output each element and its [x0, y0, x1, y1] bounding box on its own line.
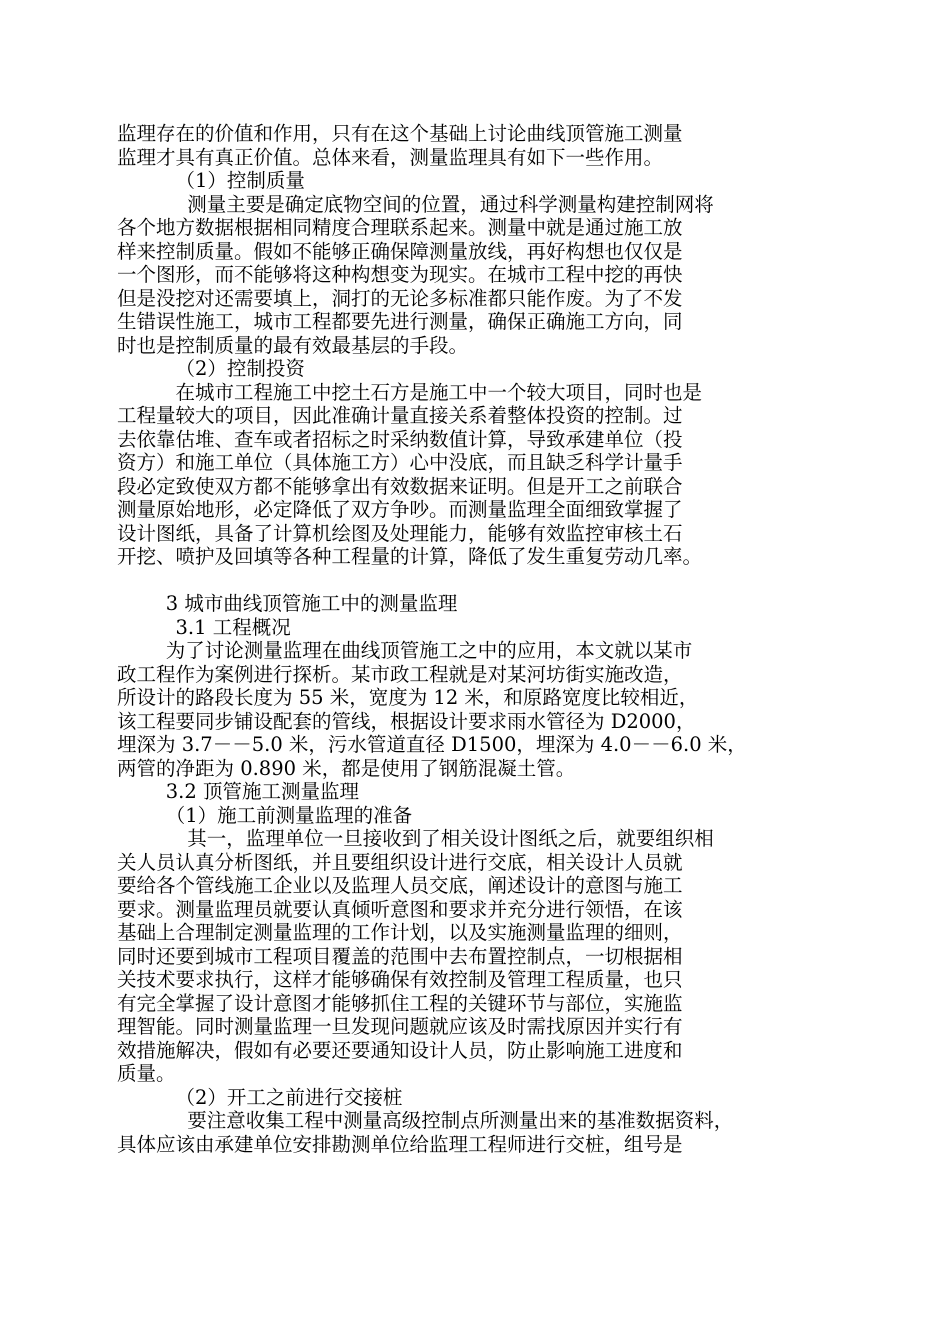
text-line: 样来控制质量。假如不能够正确保障测量放线，再好构想也仅仅是	[117, 239, 683, 263]
text-line: 埋深为 3.7－－5.0 米，污水管道直径 D1500，埋深为 4.0－－6.0 米，	[117, 733, 747, 756]
text-line: 在城市工程施工中挖土石方是施工中一个较大项目，同时也是	[175, 380, 703, 404]
text-line: 质量。	[117, 1062, 176, 1085]
blank-line	[117, 569, 817, 593]
text-line: 关人员认真分析图纸，并且要组织设计进行交底，相关设计人员就	[117, 850, 683, 874]
text-line: 去依靠估堆、查车或者招标之时采纳数值计算，导致承建单位（投	[117, 427, 683, 451]
text-line: 段必定致使双方都不能够拿出有效数据来证明。但是开工之前联合	[117, 474, 683, 498]
text-line: 但是没挖对还需要填上，洞打的无论多标准都只能作废。为了不发	[117, 286, 683, 310]
text-line: 所设计的路段长度为 55 米，宽度为 12 米，和原路宽度比较相近，	[117, 686, 699, 709]
text-line: 要注意收集工程中测量高级控制点所测量出来的基准数据资料，	[187, 1109, 734, 1132]
document-body	[117, 122, 817, 1156]
text-line: 工程量较大的项目，因此准确计量直接关系着整体投资的控制。过	[117, 404, 683, 427]
text-line: 3 城市曲线顶管施工中的测量监理	[165, 592, 458, 615]
text-line: 基础上合理制定测量监理的工作计划，以及实施测量监理的细则，	[117, 921, 683, 944]
text-line: 设计图纸，具备了计算机绘图及处理能力，能够有效监控审核土石	[117, 521, 683, 545]
text-line: 监理才具有真正价值。总体来看，测量监理具有如下一些作用。	[117, 145, 664, 169]
text-line: 监理存在的价值和作用，只有在这个基础上讨论曲线顶管施工测量	[117, 122, 683, 145]
text-line: 政工程作为案例进行探析。某市政工程就是对某河坊街实施改造，	[117, 662, 683, 686]
text-line: 生错误性施工，城市工程都要先进行测量，确保正确施工方向，同	[117, 310, 683, 333]
text-line: （2）控制投资	[175, 357, 305, 380]
text-line: 同时还要到城市工程项目覆盖的范围中去布置控制点，一切根据相	[117, 944, 683, 968]
text-line: 资方）和施工单位（具体施工方）心中没底，而且缺乏科学计量手	[117, 451, 683, 474]
text-line: 要给各个管线施工企业以及监理人员交底，阐述设计的意图与施工	[117, 874, 683, 897]
text-line: 开挖、喷护及回填等各种工程量的计算，降低了发生重复劳动几率。	[117, 545, 703, 568]
text-line: 其一，监理单位一旦接收到了相关设计图纸之后，就要组织相	[187, 827, 714, 850]
text-line: 该工程要同步铺设配套的管线，根据设计要求雨水管径为 D2000，	[117, 709, 696, 733]
text-line: 3.1 工程概况	[175, 615, 291, 639]
text-line: 各个地方数据根据相同精度合理联系起来。测量中就是通过施工放	[117, 216, 683, 239]
text-line: 效措施解决，假如有必要还要通知设计人员，防止影响施工进度和	[117, 1038, 683, 1062]
text-line: （1）控制质量	[175, 169, 305, 192]
text-line: 时也是控制质量的最有效最基层的手段。	[117, 333, 469, 357]
text-line: 有完全掌握了设计意图才能够抓住工程的关键环节与部位，实施监	[117, 991, 683, 1015]
text-line: 要求。测量监理员就要认真倾听意图和要求并充分进行领悟，在该	[117, 897, 683, 921]
text-line: 具体应该由承建单位安排勘测单位给监理工程师进行交桩，组号是	[117, 1132, 683, 1156]
text-line: 一个图形，而不能够将这种构想变为现实。在城市工程中挖的再快	[117, 263, 683, 286]
text-line: 两管的净距为 0.890 米，都是使用了钢筋混凝土管。	[117, 756, 576, 780]
text-line: （2）开工之前进行交接桩	[175, 1085, 403, 1109]
text-line: 测量主要是确定底物空间的位置，通过科学测量构建控制网将	[187, 192, 714, 216]
text-line: 关技术要求执行，这样才能够确保有效控制及管理工程质量，也只	[117, 968, 683, 991]
text-line: 为了讨论测量监理在曲线顶管施工之中的应用，本文就以某市	[165, 639, 693, 662]
text-line: 3.2 顶管施工测量监理	[165, 780, 359, 803]
text-line: （1）施工前测量监理的准备	[165, 803, 413, 827]
text-line: 理智能。同时测量监理一旦发现问题就应该及时需找原因并实行有	[117, 1015, 683, 1038]
text-line: 测量原始地形，必定降低了双方争吵。而测量监理全面细致掌握了	[117, 498, 683, 521]
